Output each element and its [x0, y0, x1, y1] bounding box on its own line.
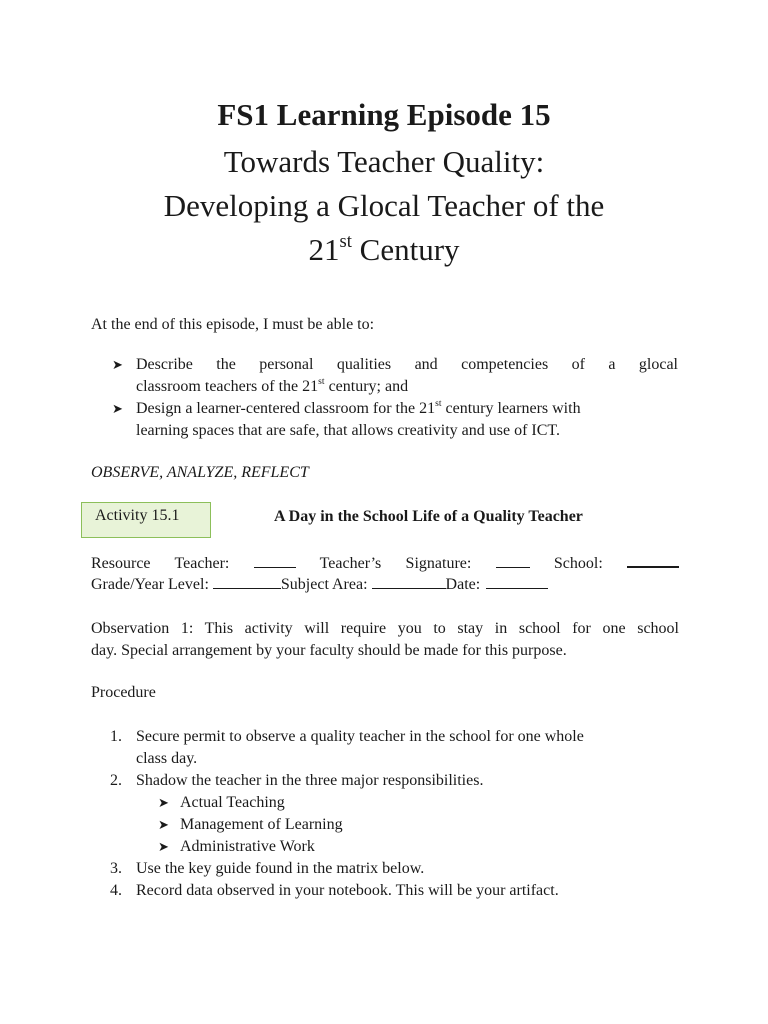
date-blank — [486, 574, 548, 589]
activity-title: A Day in the School Life of a Quality Teacher — [274, 508, 583, 525]
objective-text: classroom teachers of the 21 — [136, 378, 319, 395]
objective-item — [112, 354, 678, 398]
section-heading: OBSERVE, ANALYZE, REFLECT — [91, 464, 309, 481]
arrowhead-bullet-icon: ➤ — [112, 357, 123, 372]
responsibility-item — [110, 792, 680, 814]
step-text: Shadow the teacher in the three major responsibilities. — [136, 772, 484, 789]
ordinal-suffix: st — [318, 375, 325, 387]
teacher-signature-blank — [496, 553, 530, 568]
procedure-step — [110, 770, 680, 792]
step-text: class day. — [136, 750, 198, 767]
arrowhead-bullet-icon: ➤ — [158, 839, 169, 854]
subject-area-blank — [372, 574, 446, 589]
procedure-step — [110, 858, 680, 880]
subtitle-number: 21 — [308, 232, 340, 267]
page-subtitle — [0, 140, 768, 272]
objective-line: Describe the personal qualities and competencies of a glocal — [136, 356, 678, 373]
teacher-signature-label: Teacher’s Signature: — [319, 555, 472, 572]
activity-label-box: Activity 15.1 — [81, 502, 211, 538]
responsibility-item — [110, 836, 680, 858]
objectives-list — [112, 354, 678, 442]
resource-teacher-label: Resource Teacher: — [91, 555, 230, 572]
step-number: 3. — [110, 860, 122, 877]
procedure-list — [110, 726, 680, 902]
responsibility-text: Administrative Work — [180, 838, 315, 855]
procedure-heading: Procedure — [91, 684, 156, 701]
subtitle-line-3 — [0, 228, 768, 272]
step-number: 1. — [110, 728, 122, 745]
responsibility-text: Management of Learning — [180, 816, 343, 833]
responsibility-text: Actual Teaching — [180, 794, 285, 811]
step-text: Secure permit to observe a quality teacher in the school for one whole — [136, 728, 584, 745]
form-line-grade — [91, 574, 679, 596]
subtitle-line-2: Developing a Glocal Teacher of the — [163, 188, 605, 223]
subtitle-ordinal: st — [339, 230, 352, 252]
objective-line — [136, 398, 678, 420]
school-blank — [627, 552, 679, 568]
arrowhead-bullet-icon: ➤ — [158, 795, 169, 810]
subtitle-line-1: Towards Teacher Quality: — [223, 144, 545, 179]
objective-line: learning spaces that are safe, that allows creativity and use of ICT. — [136, 422, 560, 439]
ordinal-suffix: st — [435, 397, 442, 409]
observation-line: Observation 1: This activity will require you to stay in school for one school — [91, 620, 679, 637]
grade-level-label: Grade/Year Level: — [91, 576, 209, 593]
step-number: 2. — [110, 772, 122, 789]
objective-text: Design a learner-centered classroom for the 21 — [136, 400, 436, 417]
objective-item — [112, 398, 678, 442]
arrowhead-bullet-icon: ➤ — [158, 817, 169, 832]
procedure-step — [110, 726, 680, 770]
step-number: 4. — [110, 882, 122, 899]
observation-line: day. Special arrangement by your faculty should be made for this purpose. — [91, 642, 567, 659]
grade-level-blank — [213, 574, 281, 589]
resource-teacher-blank — [254, 553, 296, 568]
intro-text: At the end of this episode, I must be able to: — [91, 316, 375, 333]
subtitle-century: Century — [351, 232, 460, 267]
objective-text: century learners with — [441, 400, 581, 417]
page-title: FS1 Learning Episode 15 — [217, 97, 551, 132]
procedure-step — [110, 880, 680, 902]
arrowhead-bullet-icon: ➤ — [112, 401, 123, 416]
step-text: Record data observed in your notebook. This will be your artifact. — [136, 882, 559, 899]
objective-text: century; and — [324, 378, 409, 395]
step-text: Use the key guide found in the matrix below. — [136, 860, 425, 877]
form-line-resource — [91, 552, 679, 575]
subject-area-label: Subject Area: — [280, 576, 368, 593]
objective-line — [136, 376, 678, 398]
observation-text — [91, 618, 679, 662]
school-label: School: — [553, 555, 603, 572]
date-label: Date: — [445, 576, 481, 593]
responsibility-item — [110, 814, 680, 836]
